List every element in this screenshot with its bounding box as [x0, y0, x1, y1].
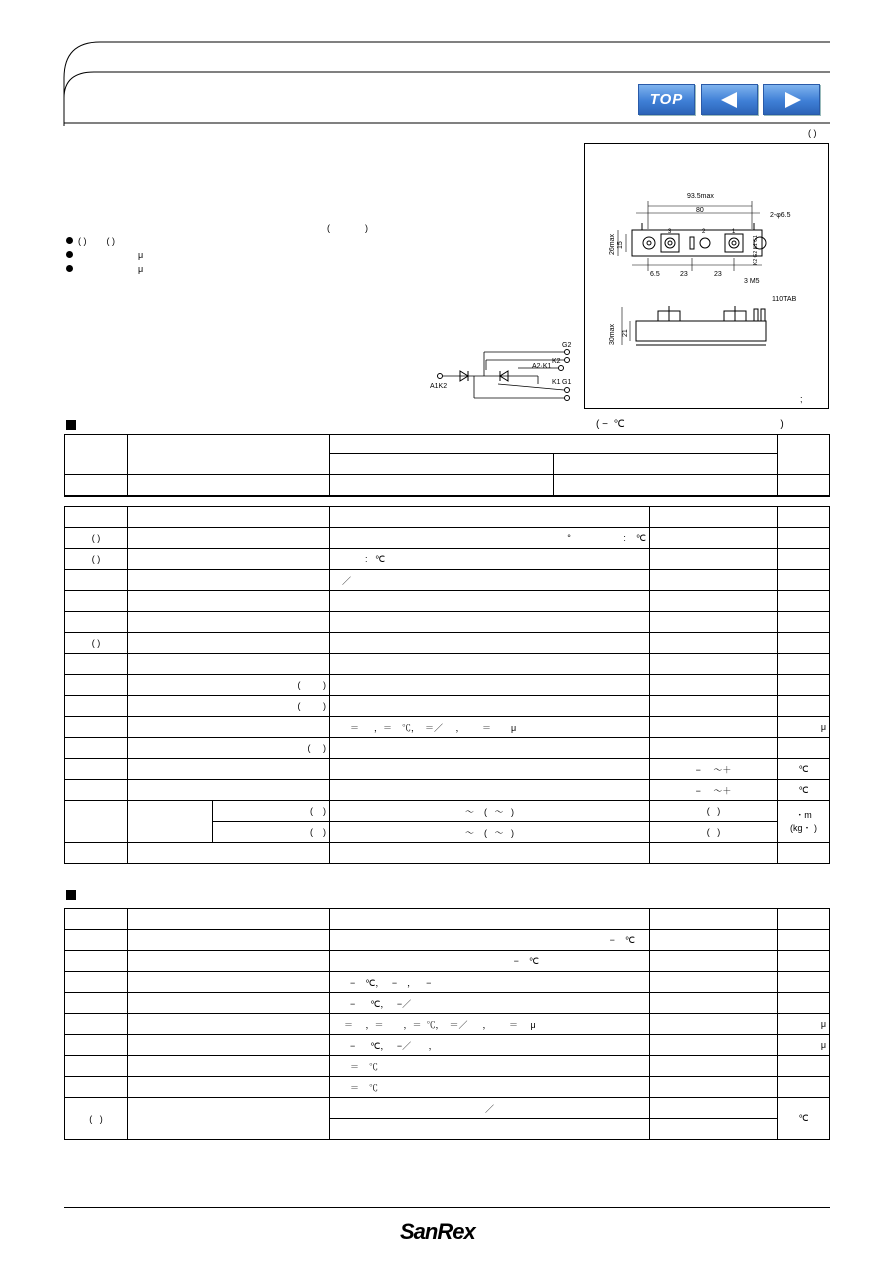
- prev-button[interactable]: [701, 84, 758, 115]
- page-paren: ( ): [808, 128, 817, 138]
- feature-item: μ: [66, 264, 143, 278]
- dim-pitch: 80: [696, 207, 704, 214]
- label-a1k2: A1K2: [430, 383, 448, 390]
- top-button[interactable]: TOP: [638, 84, 695, 115]
- label-k2: K2: [552, 358, 561, 365]
- table-row: [65, 507, 830, 528]
- dim-height-left: 26max: [609, 233, 616, 255]
- bullet-icon: [66, 251, 73, 258]
- bullet-icon: [66, 265, 73, 272]
- dim-total: 93.5max: [687, 193, 714, 200]
- label-g1: G1: [562, 379, 572, 386]
- table-row: ( ) : ℃: [65, 549, 830, 570]
- table-row: ( ): [65, 675, 830, 696]
- dim-15: 15: [617, 241, 624, 249]
- table-row: [65, 612, 830, 633]
- table-row: − ℃: [65, 930, 830, 951]
- feature-item: μ: [66, 250, 143, 264]
- dim-23b: 23: [714, 271, 722, 278]
- next-button[interactable]: [763, 84, 820, 115]
- table-row: [65, 843, 830, 864]
- table-row: ( ) ～ ( ～ ) ( ) ・m (kg・ ): [65, 801, 830, 822]
- bullet-icon: [66, 237, 73, 244]
- label-a2k1: A2·K1: [532, 363, 552, 370]
- circuit-schematic: [428, 338, 578, 406]
- table-row: ( ): [65, 633, 830, 654]
- ratings-table: [64, 506, 830, 864]
- ratings-header-table: [64, 434, 830, 496]
- table-row: [65, 909, 830, 930]
- terminal-1-label: 1: [732, 229, 736, 235]
- dim-6-5: 6.5: [650, 271, 660, 278]
- label-g2: G2: [562, 342, 572, 349]
- table-row: − ℃， −／: [65, 993, 830, 1014]
- screw-spec: 3 M5: [744, 278, 760, 285]
- dim-23a: 23: [680, 271, 688, 278]
- table-row: ＝ ，＝ ℃， ＝／ ， ＝ μ μ: [65, 717, 830, 738]
- dim-30max: 30max: [609, 323, 616, 345]
- table-row: ( ): [65, 696, 830, 717]
- tab-label: 110TAB: [772, 296, 797, 303]
- table-row: ( ): [65, 738, 830, 759]
- table-row: − ℃， −／ ， μ: [65, 1035, 830, 1056]
- arrow-left-icon: [717, 91, 743, 109]
- dim-21: 21: [622, 329, 629, 337]
- table-row: − ℃: [65, 951, 830, 972]
- section-marker: [66, 890, 76, 900]
- footer-divider: [64, 1207, 830, 1208]
- table-row: ／: [65, 570, 830, 591]
- brand-logo: SanRex: [400, 1219, 475, 1244]
- table-row: ＝ ℃: [65, 1077, 830, 1098]
- table-row: ( ) ～ ( ～ ) ( ): [65, 822, 830, 843]
- electrical-table: [64, 908, 830, 1140]
- terminal-2-label: 2: [702, 229, 706, 235]
- table-row: − ～＋ ℃: [65, 759, 830, 780]
- label-k1: K1: [552, 379, 561, 386]
- table-row: − ～＋ ℃: [65, 780, 830, 801]
- ratings-condition: ( − ℃ ): [596, 419, 784, 430]
- intro-paren-note: ( ): [327, 223, 369, 233]
- table-row: ＝ ，＝ ，＝ ℃， ＝／ ， ＝ μ μ: [65, 1014, 830, 1035]
- table-row: [65, 591, 830, 612]
- table-row: ( ) ／ ℃: [65, 1098, 830, 1119]
- feature-item: ( ) ( ): [66, 236, 143, 250]
- table-row: ＝ ℃: [65, 1056, 830, 1077]
- section-marker: [66, 420, 76, 430]
- terminal-3-label: 3: [668, 229, 672, 235]
- table-row: ( ) ° : ℃: [65, 528, 830, 549]
- feature-list: [66, 236, 143, 278]
- table-row: − ℃， − ， −: [65, 972, 830, 993]
- arrow-right-icon: [779, 91, 805, 109]
- outline-drawing: [584, 143, 828, 409]
- dim-hole: 2-φ6.5: [770, 212, 791, 219]
- divider: [64, 495, 830, 497]
- pin-labels: K2 G2 K1 G1: [753, 235, 759, 265]
- outline-footnote: ;: [800, 394, 803, 404]
- table-row: [65, 654, 830, 675]
